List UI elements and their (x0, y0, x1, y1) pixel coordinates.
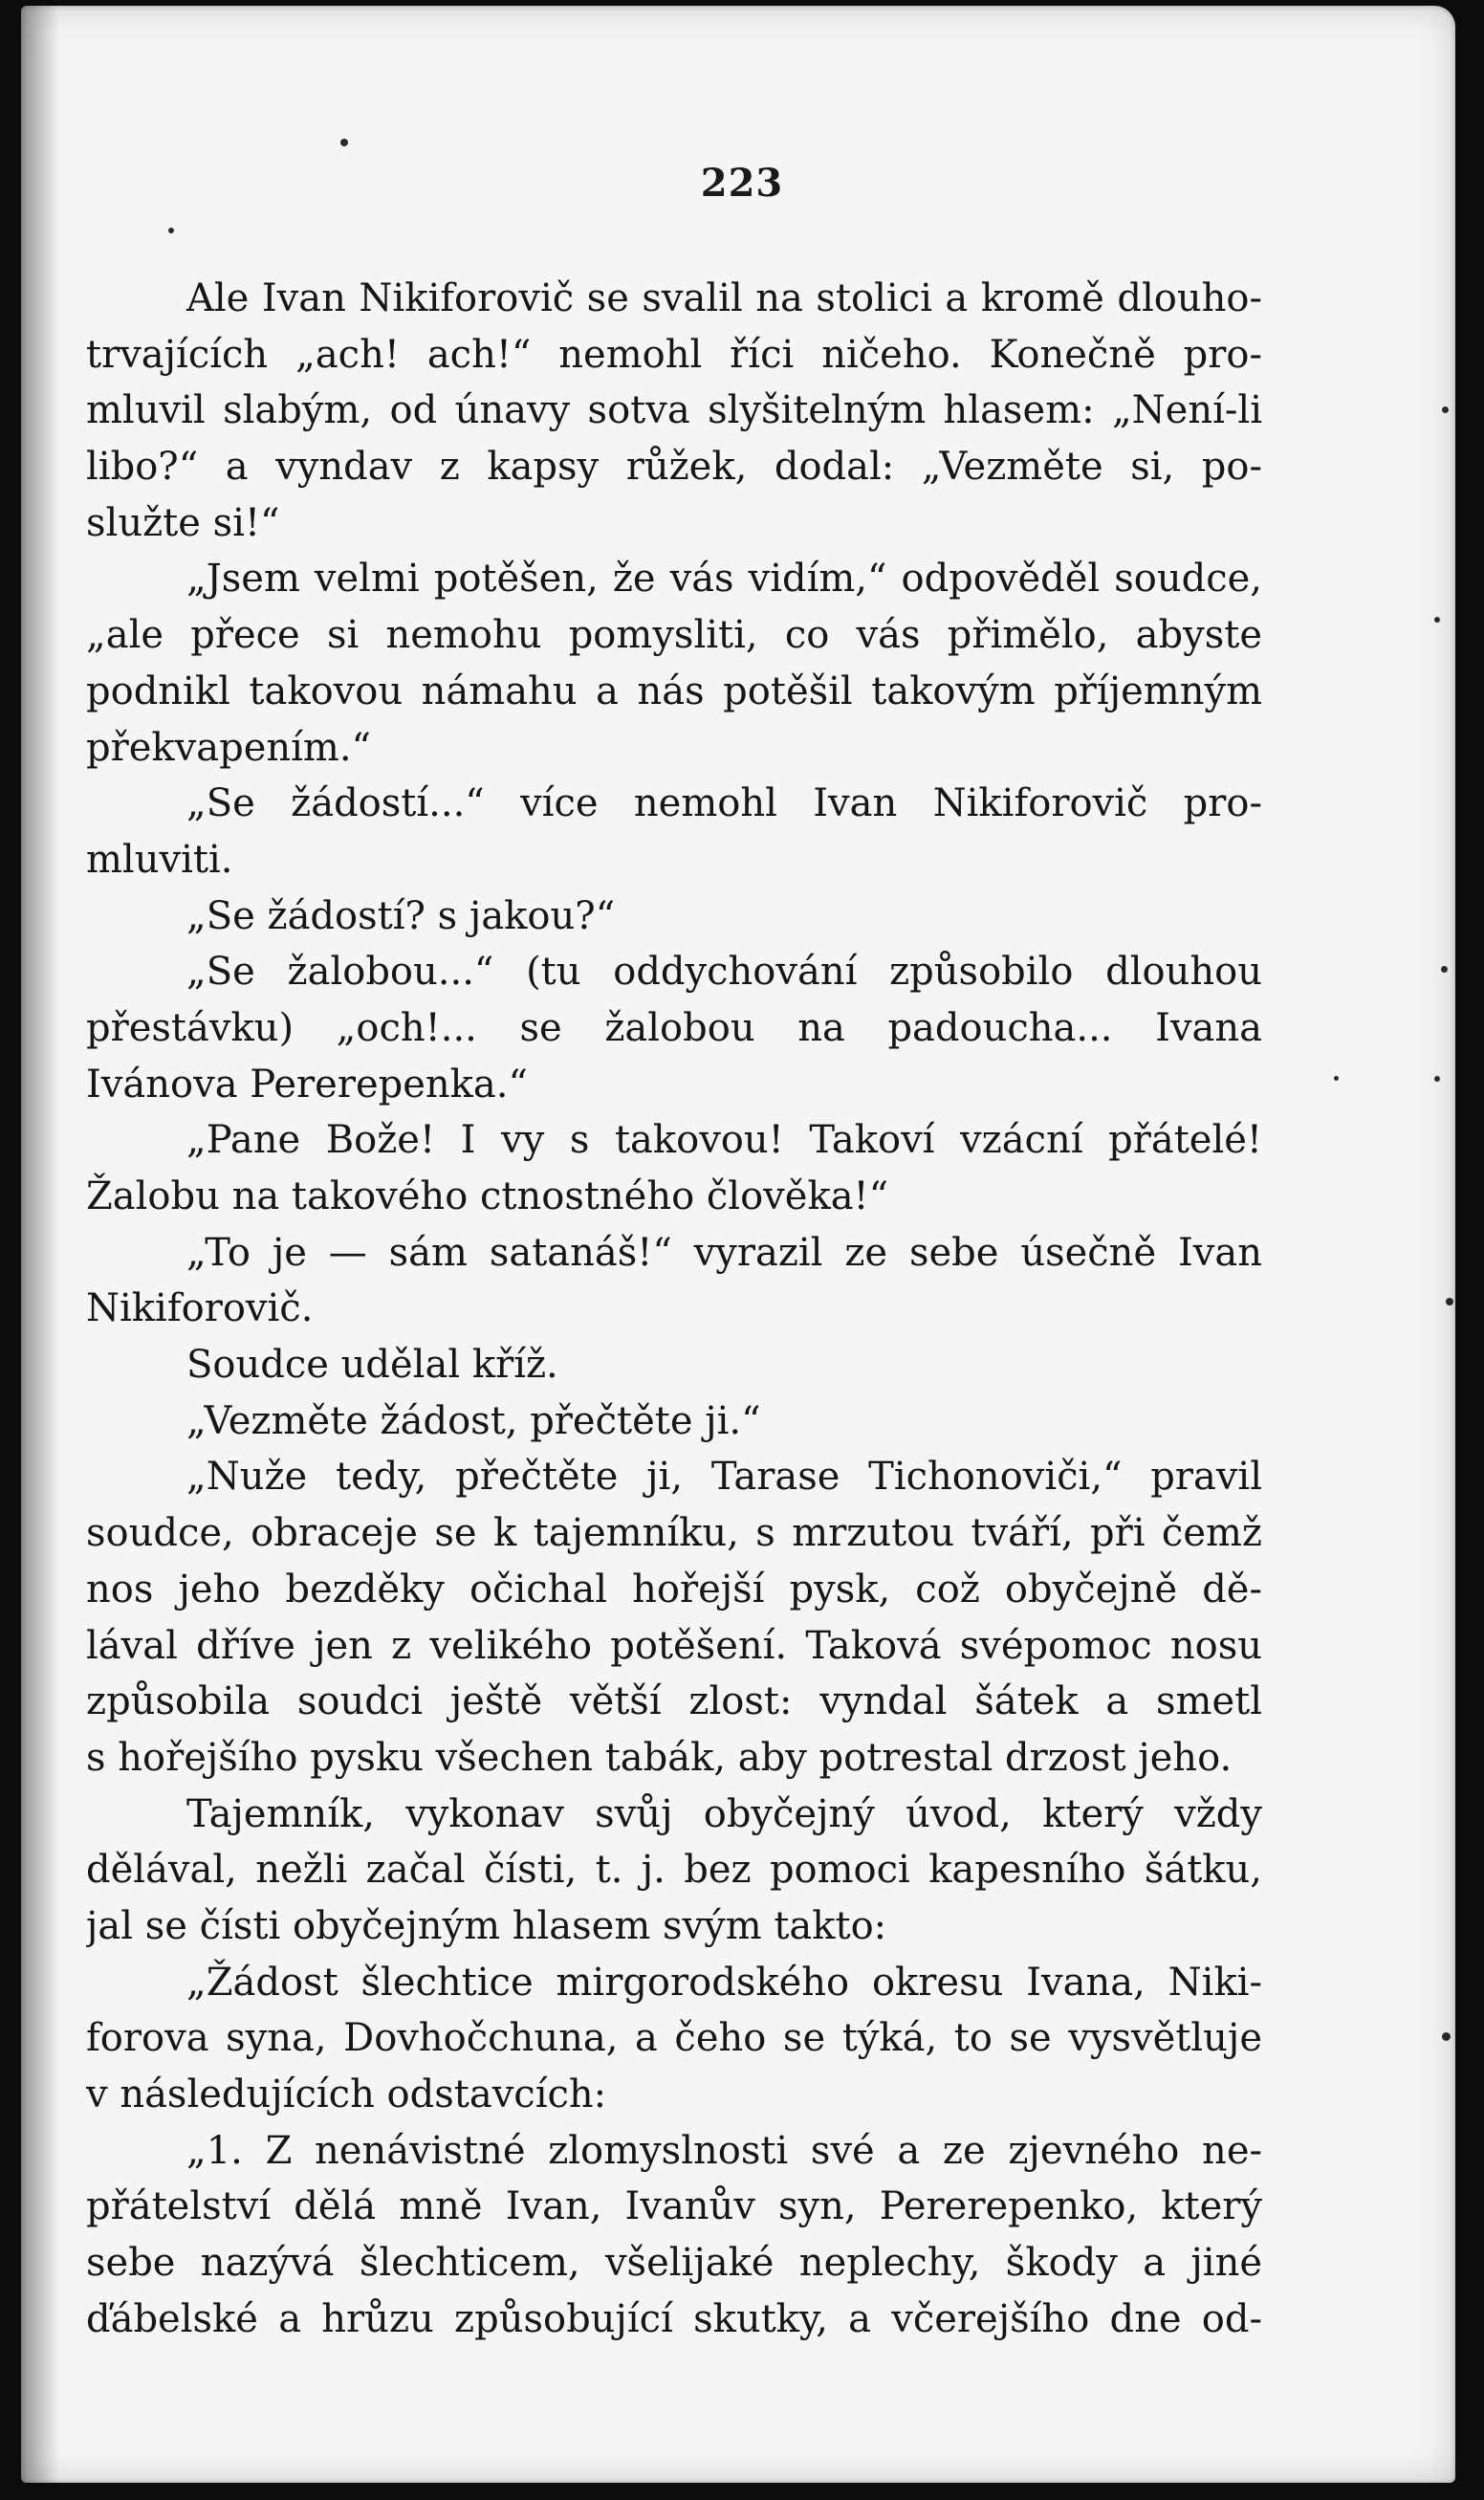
text-line: způsobila soudci ještě větší zlost: vyndal šátek a smetl (86, 1679, 1262, 1724)
text-line: Nikiforovič. (86, 1286, 314, 1331)
text-line: jal se čísti obyčejným hlasem svým takto: (86, 1903, 887, 1948)
text-line: ďábelské a hrůzu způsobující skutky, a včerejšího dne od- (86, 2296, 1262, 2341)
text-line: Žalobu na takového ctnostného člověka!“ (86, 1174, 889, 1218)
text-line: překvapením.“ (86, 725, 372, 770)
gutter-shadow (21, 6, 59, 2483)
text-line: služte si!“ (86, 500, 280, 545)
text-line: forova syna, Dovhočchuna, a čeho se týká, to se vysvětluje (86, 2016, 1262, 2061)
text-line: Soudce udělal kříž. (186, 1343, 558, 1388)
text-line: nos jeho bezděky očichal hořejší pysk, což obyčejně dě- (86, 1567, 1262, 1612)
print-speck (1434, 617, 1440, 623)
text-line: přestávku) „och!... se žalobou na padoucha... Ivana (86, 1005, 1262, 1050)
page-number: 223 (700, 161, 784, 206)
print-speck (1441, 966, 1448, 973)
text-line: Ivánova Pererepenka.“ (86, 1062, 528, 1107)
print-speck (1434, 1076, 1440, 1082)
text-line: „Se žádostí? s jakou?“ (186, 893, 616, 938)
print-speck (340, 139, 348, 146)
text-line: „ale přece si nemohu pomysliti, co vás přimělo, abyste (86, 613, 1262, 658)
body-text (86, 271, 1262, 2347)
text-line: lával dříve jen z velikého potěšení. Taková svépomoc nosu (86, 1623, 1262, 1668)
text-line: přátelství dělá mně Ivan, Ivanův syn, Pererepenko, který (86, 2184, 1262, 2229)
text-line: Tajemník, vykonav svůj obyčejný úvod, který vždy (186, 1791, 1262, 1836)
text-line: mluviti. (86, 837, 233, 882)
text-line: „Nuže tedy, přečtěte ji, Tarase Tichonoviči,“ pravil (186, 1455, 1262, 1500)
text-line: „1. Z nenávistné zlomyslnosti své a ze zjevného ne- (186, 2128, 1262, 2173)
text-line: „Vezměte žádost, přečtěte ji.“ (186, 1398, 761, 1443)
text-line: „Jsem velmi potěšen, že vás vidím,“ odpověděl soudce, (186, 557, 1262, 602)
text-line: dělával, nežli začal čísti, t. j. bez pomoci kapesního šátku, (86, 1848, 1262, 1893)
text-line: „To je — sám satanáš!“ vyrazil ze sebe úsečně Ivan (186, 1230, 1262, 1275)
text-line: trvajících „ach! ach!“ nemohl říci ničeho. Konečně pro- (86, 332, 1262, 377)
text-line: libo?“ a vyndav z kapsy růžek, dodal: „Vezměte si, po- (86, 445, 1262, 490)
print-speck (168, 228, 174, 233)
text-line: sebe nazývá šlechticem, všelijaké neplechy, škody a jiné (86, 2241, 1262, 2286)
text-line: „Se žádostí...“ více nemohl Ivan Nikiforovič pro- (186, 781, 1262, 826)
print-speck (1442, 2032, 1451, 2041)
text-line: „Pane Bože! I vy s takovou! Takoví vzácní přátelé! (186, 1118, 1262, 1163)
text-line: v následujících odstavcích: (86, 2072, 607, 2116)
text-line: s hořejšího pysku všechen tabák, aby potrestal drzost jeho. (86, 1735, 1233, 1780)
print-speck (1446, 1298, 1453, 1305)
text-line: mluvil slabým, od únavy sotva slyšitelným hlasem: „Není-li (86, 388, 1262, 433)
text-line: podnikl takovou námahu a nás potěšil takovým příjemným (86, 669, 1262, 713)
text-line: „Se žalobou...“ (tu oddychování způsobilo dlouhou (186, 950, 1262, 995)
text-line: „Žádost šlechtice mirgorodského okresu Ivana, Niki- (186, 1960, 1262, 2005)
print-speck (1334, 1076, 1339, 1081)
text-line: Ale Ivan Nikiforovič se svalil na stolici a kromě dlouho- (186, 276, 1262, 320)
print-speck (1442, 406, 1449, 413)
text-line: soudce, obraceje se k tajemníku, s mrzutou tváří, při čemž (86, 1511, 1262, 1556)
